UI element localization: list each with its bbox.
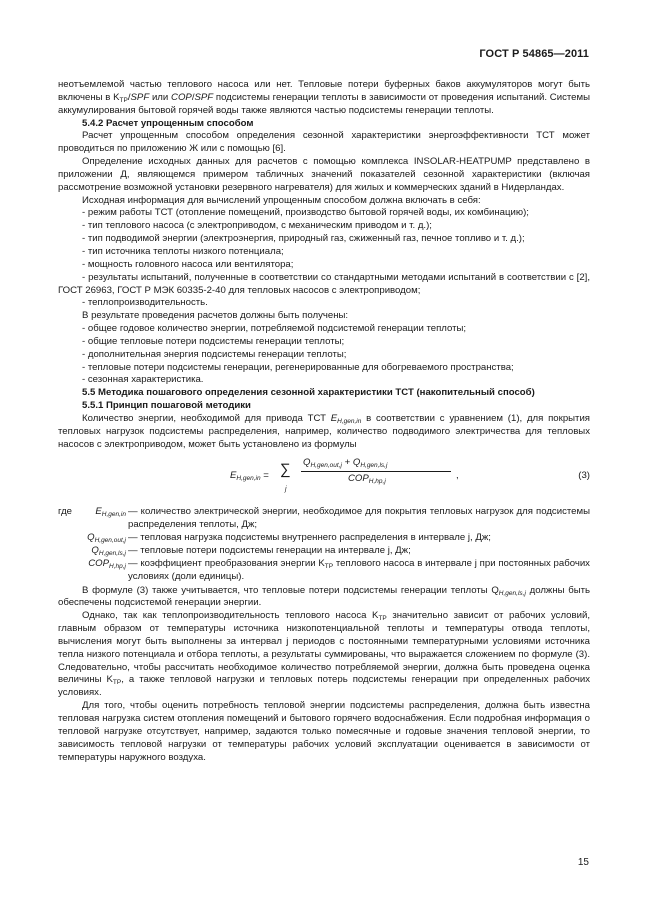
symbol: COP: [88, 557, 110, 569]
text-run: в соответствии с уравнением (1), для покрытия тепловых нагрузок подсистемы распределения, например, количество подводимого электричества для тепловых насосов с электроприводом, может быть установлено из формулы: [58, 412, 591, 450]
text-run: или: [149, 91, 172, 103]
list-item: - сезонная характеристика.: [82, 374, 204, 386]
definition-row: [58, 532, 590, 545]
list-item: - мощность головного насоса или вентилятора;: [82, 258, 294, 270]
formula-numerator: [303, 457, 387, 470]
subscript: H,gen,in: [101, 511, 126, 519]
paragraph-heat-output: [58, 610, 590, 700]
text-run: /: [127, 91, 131, 103]
formula-number: (3): [578, 470, 590, 482]
text-run: теплового насоса в интервале j при постоянных рабочих условиях (доли единицы).: [128, 557, 590, 582]
subscript: H,gen,ls,j: [98, 550, 126, 557]
list-item: - результаты испытаний, полученные в соответствии со стандартными методами испытаний в соответствии с [2], ГОСТ 26963, ГОСТ Р МЭК 60335-2-40 для тепловых насосов с электроприводом;: [58, 271, 590, 296]
subscript: H,gen,in: [236, 475, 261, 483]
sum-index: j: [285, 486, 287, 494]
definition-text: — количество электрической энергии, необходимое для покрытия тепловых нагрузок для подсистемы распределения теплоты, Дж;: [128, 506, 590, 531]
subscript: H,hp,j: [109, 562, 126, 570]
definition-text: [128, 558, 590, 584]
list-item: - общие тепловые потери подсистемы генерации теплоты;: [82, 335, 345, 347]
symbol: E: [95, 506, 102, 518]
symbol: Q: [91, 545, 99, 556]
symbol-spf: SPF: [194, 91, 214, 103]
paragraph-buffer-losses: [58, 79, 590, 118]
subscript: ТР: [119, 96, 128, 104]
symbol-e: E: [230, 470, 237, 482]
definition-text: — тепловые потери подсистемы генерации на интервале j, Дж;: [128, 545, 411, 556]
list-item: - тип источника теплоты низкого потенциала;: [82, 245, 284, 257]
definition-symbol: [58, 532, 128, 545]
list-input-info: [58, 207, 590, 310]
subscript: H,gen,out,j: [310, 462, 342, 470]
definition-row: [58, 558, 590, 584]
subscript: H,hp,j: [368, 478, 386, 486]
symbol-spf: SPF: [130, 91, 150, 103]
subscript: H,gen,out,j: [94, 537, 126, 545]
formula-comma: ,: [456, 470, 459, 482]
text-run: Количество энергии, необходимой для привода ТСТ: [82, 412, 331, 424]
definition-symbol: [58, 506, 128, 532]
definition-row: [58, 545, 590, 558]
list-item: - режим работы ТСТ (отопление помещений, производство бытовой горячей воды, их комбинацию);: [82, 207, 529, 219]
formula-denominator: [348, 473, 386, 486]
list-item: - дополнительная энергия подсистемы генерации теплоты;: [82, 348, 347, 360]
definition-row: [58, 506, 590, 532]
page-content: [58, 79, 590, 764]
paragraph-input-info: Исходная информация для вычислений упрощенным способом должна включать в себя:: [82, 194, 481, 206]
text-run: В формуле (3) также учитывается, что тепловые потери подсистемы генерации теплоты Q: [82, 584, 499, 596]
symbol: Q: [87, 532, 95, 544]
subscript: H,gen,ls,j: [498, 589, 526, 597]
symbol-q: Q: [303, 457, 311, 469]
paragraph-simplified-method: Расчет упрощенным способом определения сезонной характеристики энергоэффективности ТСТ может проводиться по приложению Ж или с помощью [6].: [58, 130, 590, 155]
definition-symbol: [58, 558, 128, 584]
plus-sign: +: [341, 457, 353, 469]
paragraph-energy-amount: [58, 413, 590, 452]
definition-text: — тепловая нагрузка подсистемы внутреннего распределения в интервале j, Дж;: [128, 532, 491, 544]
paragraph-formula-note: [58, 585, 590, 611]
symbol-q: Q: [352, 457, 361, 469]
paragraph-heat-demand: Для того, чтобы оценить потребность тепловой энергии подсистемы распределения, должна быть известна тепловая нагрузка систем отопления помещений и бытового горячего водоснабжения. Если подробная информация о тепловой нагрузке отсутствует, например, задаются только помесячные и годовые значения тепловой энергии, то зависимость тепловой нагрузки от температуры рабочих условий эксплуатации оценивается в зависимости от температуры наружного воздуха.: [58, 700, 590, 763]
paragraph-insolar: Определение исходных данных для расчетов с помощью комплекса INSOLAR-HEATPUMP представлено в приложении Д, являющемся примером табличных значений показателей сезонной характеристики (включая рассмотрение возможной установки резервного нагревателя) для жилых и коммерческих зданий в Нидерландах.: [58, 156, 590, 193]
text-run: значительно зависит от рабочих условий, главным образом от температуры источника низкопотенциальной теплоты и температуры отвода теплоты, вычисления могут быть выполнены за интервал j периодов с постоянными температурными условиями источника тепла низкого потенциала и отбора теплоты, а результаты суммированы, что выражается сложением по формуле (3). Следовательно, чтобы рассчитать необходимое количество потребляемой энергии, должна быть проведена оценка величины K: [58, 610, 591, 686]
formula-lhs: [230, 470, 269, 483]
list-item: - теплопроизводительность.: [82, 297, 208, 309]
text-run: неотъемлемой частью теплового насоса или нет. Тепловые потери буферных баков аккумуляторов могут быть включены в K: [58, 79, 590, 103]
page-number: 15: [577, 857, 589, 868]
sum-sign: ∑: [280, 461, 291, 479]
formula-3: [58, 454, 590, 500]
heading-5-5: 5.5 Методика пошагового определения сезонной характеристики ТСТ (накопительный способ): [82, 387, 535, 399]
where-label: где: [58, 506, 73, 518]
definition-symbol: [58, 545, 128, 558]
subscript: ТР: [378, 615, 387, 623]
list-item: - общее годовое количество энергии, потребляемой подсистемой генерации теплоты;: [82, 323, 467, 335]
subscript: ТР: [112, 679, 122, 687]
subscript: ТР: [324, 562, 334, 570]
list-results: [58, 323, 590, 387]
subscript: H,gen,in: [337, 417, 362, 425]
list-item: - тип теплового насоса (с электроприводом, с механическим приводом и т. д.);: [82, 220, 432, 232]
subscript: H,gen,ls,j: [360, 462, 388, 470]
formula-definitions: [58, 506, 590, 583]
equals-sign: =: [260, 470, 269, 482]
paragraph-results: В результате проведения расчетов должны быть получены:: [82, 310, 349, 322]
text-run: подсистемы генерации теплоты в зависимости от проведения испытаний. Системы аккумулирования бытовой горячей воды также являются частью подсистемы генерации теплоты.: [58, 91, 590, 116]
symbol-cop: COP: [171, 91, 192, 103]
heading-5-4-2: 5.4.2 Расчет упрощенным способом: [82, 117, 254, 129]
symbol-cop: COP: [348, 473, 369, 485]
text-run: — коэффициент преобразования энергии K: [128, 557, 325, 569]
text-run: должны быть обеспечены подсистемой генерации энергии.: [58, 584, 591, 609]
text-run: Однако, так как теплопроизводительность теплового насоса K: [82, 610, 379, 622]
text-run: /: [191, 91, 195, 103]
fraction-bar: [301, 471, 451, 472]
text-run: , а также тепловой нагрузки и тепловых потерь подсистемы генерации при определенных рабочих условиях.: [58, 674, 590, 699]
document-header: ГОСТ Р 54865—2011: [479, 48, 589, 60]
list-item: - тепловые потери подсистемы генерации, регенерированные для обогреваемого пространства;: [82, 361, 514, 373]
heading-5-5-1: 5.5.1 Принцип пошаговой методики: [82, 400, 251, 412]
list-item: - тип подводимой энергии (электроэнергия, природный газ, сжиженный газ, печное топливо и т. д.);: [82, 233, 525, 245]
symbol-e: E: [330, 412, 338, 424]
